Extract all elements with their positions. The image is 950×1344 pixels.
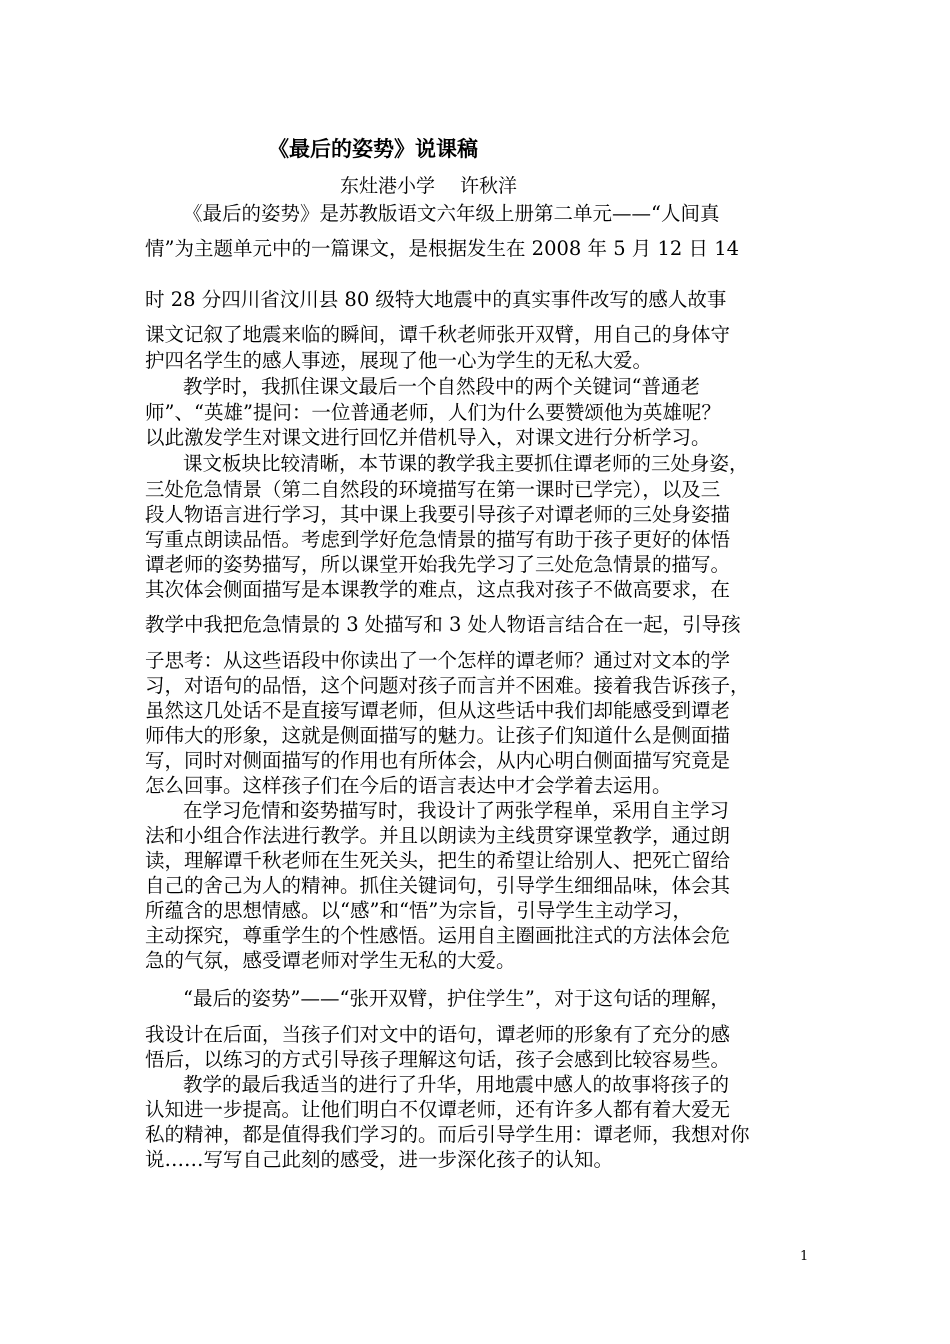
text-line: 所蕴含的思想情感。以“感”和“悟”为宗旨，引导学生主动学习， — [145, 899, 692, 922]
text-line: 悟后，以练习的方式引导孩子理解这句话，孩子会感到比较容易些。 — [145, 1048, 731, 1071]
text-line: 师伟大的形象，这就是侧面描写的魅力。让孩子们知道什么是侧面描 — [145, 724, 731, 747]
text-line: 护四名学生的感人事迹，展现了他一心为学生的无私大爱。 — [145, 349, 653, 372]
text-line: 写重点朗读品悟。考虑到学好危急情景的描写有助于孩子更好的体悟 — [145, 528, 731, 551]
document-title: 《最后的姿势》说课稿 — [268, 137, 478, 161]
text-line: 《最后的姿势》是苏教版语文六年级上册第二单元——“人间真 — [183, 202, 720, 225]
text-line: 教学中我把危急情景的 3 处描写和 3 处人物语言结合在一起，引导孩 — [145, 613, 741, 636]
text-line: 我设计在后面，当孩子们对文中的语句，谭老师的形象有了充分的感 — [145, 1023, 731, 1046]
text-line: 课文记叙了地震来临的瞬间，谭千秋老师张开双臂，用自己的身体守 — [145, 323, 731, 346]
text-line: 虽然这几处话不是直接写谭老师，但从这些话中我们却能感受到谭老 — [145, 699, 731, 722]
text-line: 急的气氛，感受谭老师对学生无私的大爱。 — [145, 949, 516, 972]
text-line: 教学时，我抓住课文最后一个自然段中的两个关键词“普通老 — [183, 375, 700, 398]
text-line: 其次体会侧面描写是本课教学的难点，这点我对孩子不做高要求，在 — [145, 578, 731, 601]
text-line: 主动探究，尊重学生的个性感悟。运用自主圈画批注式的方法体会危 — [145, 924, 731, 947]
text-line: “最后的姿势”——“张开双臂，护住学生”，对于这句话的理解， — [183, 987, 730, 1010]
text-line: 以此激发学生对课文进行回忆并借机导入，对课文进行分析学习。 — [145, 426, 711, 449]
text-line: 习，对语句的品悟，这个问题对孩子而言并不困难。接着我告诉孩子， — [145, 674, 750, 697]
text-line: 法和小组合作法进行教学。并且以朗读为主线贯穿课堂教学，通过朗 — [145, 824, 731, 847]
text-line: 认知进一步提高。让他们明白不仅谭老师，还有许多人都有着大爱无 — [145, 1098, 731, 1121]
text-line: 谭老师的姿势描写，所以课堂开始我先学习了三处危急情景的描写。 — [145, 553, 731, 576]
text-line: 师”、“英雄”提问：一位普通老师，人们为什么要赞颂他为英雄呢？ — [145, 401, 721, 424]
text-line: 段人物语言进行学习，其中课上我要引导孩子对谭老师的三处身姿描 — [145, 503, 731, 526]
page-number: 1 — [800, 1249, 809, 1264]
text-line: 写，同时对侧面描写的作用也有所体会，从内心明白侧面描写究竟是 — [145, 749, 731, 772]
text-line: 情”为主题单元中的一篇课文，是根据发生在 2008 年 5 月 12 日 14 — [145, 237, 740, 260]
text-line: 教学的最后我适当的进行了升华，用地震中感人的故事将孩子的 — [183, 1073, 730, 1096]
text-line: 自己的舍己为人的精神。抓住关键词句，引导学生细细品味，体会其 — [145, 874, 731, 897]
text-line: 说……写写自己此刻的感受，进一步深化孩子的认知。 — [145, 1148, 614, 1171]
text-line: 在学习危情和姿势描写时，我设计了两张学程单，采用自主学习 — [183, 799, 730, 822]
text-line: 三处危急情景（第二自然段的环境描写在第一课时已学完），以及三 — [145, 478, 721, 501]
text-line: 子思考：从这些语段中你读出了一个怎样的谭老师？通过对文本的学 — [145, 649, 731, 672]
text-line: 课文板块比较清晰，本节课的教学我主要抓住谭老师的三处身姿， — [183, 452, 749, 475]
author-line: 东灶港小学 许秋洋 — [340, 175, 518, 197]
text-line: 私的精神，都是值得我们学习的。而后引导学生用：谭老师，我想对你 — [145, 1123, 750, 1146]
text-line: 怎么回事。这样孩子们在今后的语言表达中才会学着去运用。 — [145, 774, 672, 797]
text-line: 时 28 分四川省汶川县 80 级特大地震中的真实事件改写的感人故事 — [145, 288, 727, 311]
text-line: 读，理解谭千秋老师在生死关头，把生的希望让给别人、把死亡留给 — [145, 849, 731, 872]
